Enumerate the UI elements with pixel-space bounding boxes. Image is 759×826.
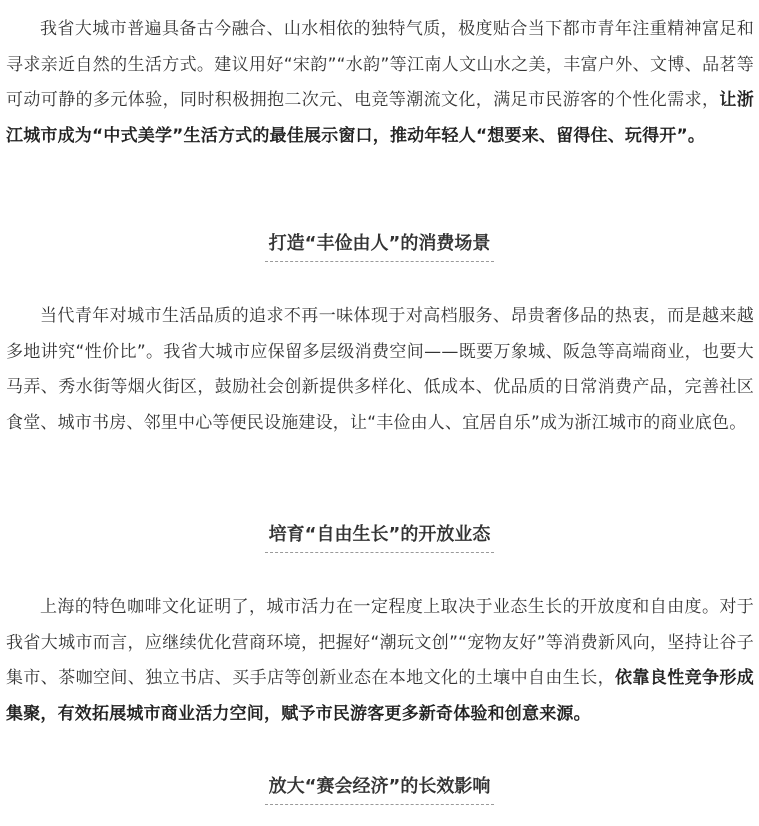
paragraph-1-bold-text: 让浙江城市成为“中式美学”生活方式的最佳展示窗口，推动年轻人“想要来、留得住、玩得开”。 xyxy=(6,90,754,146)
section-heading-3 xyxy=(0,770,759,805)
paragraph-2 xyxy=(6,299,754,441)
paragraph-3-bold-text: 依靠良性竞争形成集聚，有效拓展城市商业活力空间，赋予市民游客更多新奇体验和创意来源。 xyxy=(6,668,754,724)
paragraph-1 xyxy=(6,12,754,154)
paragraph-1-text: 我省大城市普遍具备古今融合、山水相依的独特气质，极度贴合当下都市青年注重精神富足和寻求亲近自然的生活方式。建议用好“宋韵”“水韵”等江南人文山水之美，丰富户外、文博、品茗等可动可静的多元体验，同时积极拥抱二次元、电竞等潮流文化，满足市民游客的个性化需求， xyxy=(6,19,754,110)
section-heading-3-text: 放大“赛会经济”的长效影响 xyxy=(265,774,495,805)
paragraph-3 xyxy=(6,590,754,732)
section-heading-2 xyxy=(0,518,759,553)
section-heading-1 xyxy=(0,227,759,262)
paragraph-2-text: 当代青年对城市生活品质的追求不再一味体现于对高档服务、昂贵奢侈品的热衷，而是越来越多地讲究“性价比”。我省大城市应保留多层级消费空间——既要万象城、阪急等高端商业，也要大马弄、秀水街等烟火街区，鼓励社会创新提供多样化、低成本、优品质的日常消费产品，完善社区食堂、城市书房、邻里中心等便民设施建设，让“丰俭由人、宜居自乐”成为浙江城市的商业底色。 xyxy=(6,306,754,433)
section-heading-1-text: 打造“丰俭由人”的消费场景 xyxy=(265,231,495,262)
paragraph-3-text: 上海的特色咖啡文化证明了，城市活力在一定程度上取决于业态生长的开放度和自由度。对于我省大城市而言，应继续优化营商环境，把握好“潮玩文创”“宠物友好”等消费新风向，坚持让谷子集市、茶咖空间、独立书店、买手店等创新业态在本地文化的土壤中自由生长， xyxy=(6,597,754,688)
section-heading-2-text: 培育“自由生长”的开放业态 xyxy=(265,522,495,553)
